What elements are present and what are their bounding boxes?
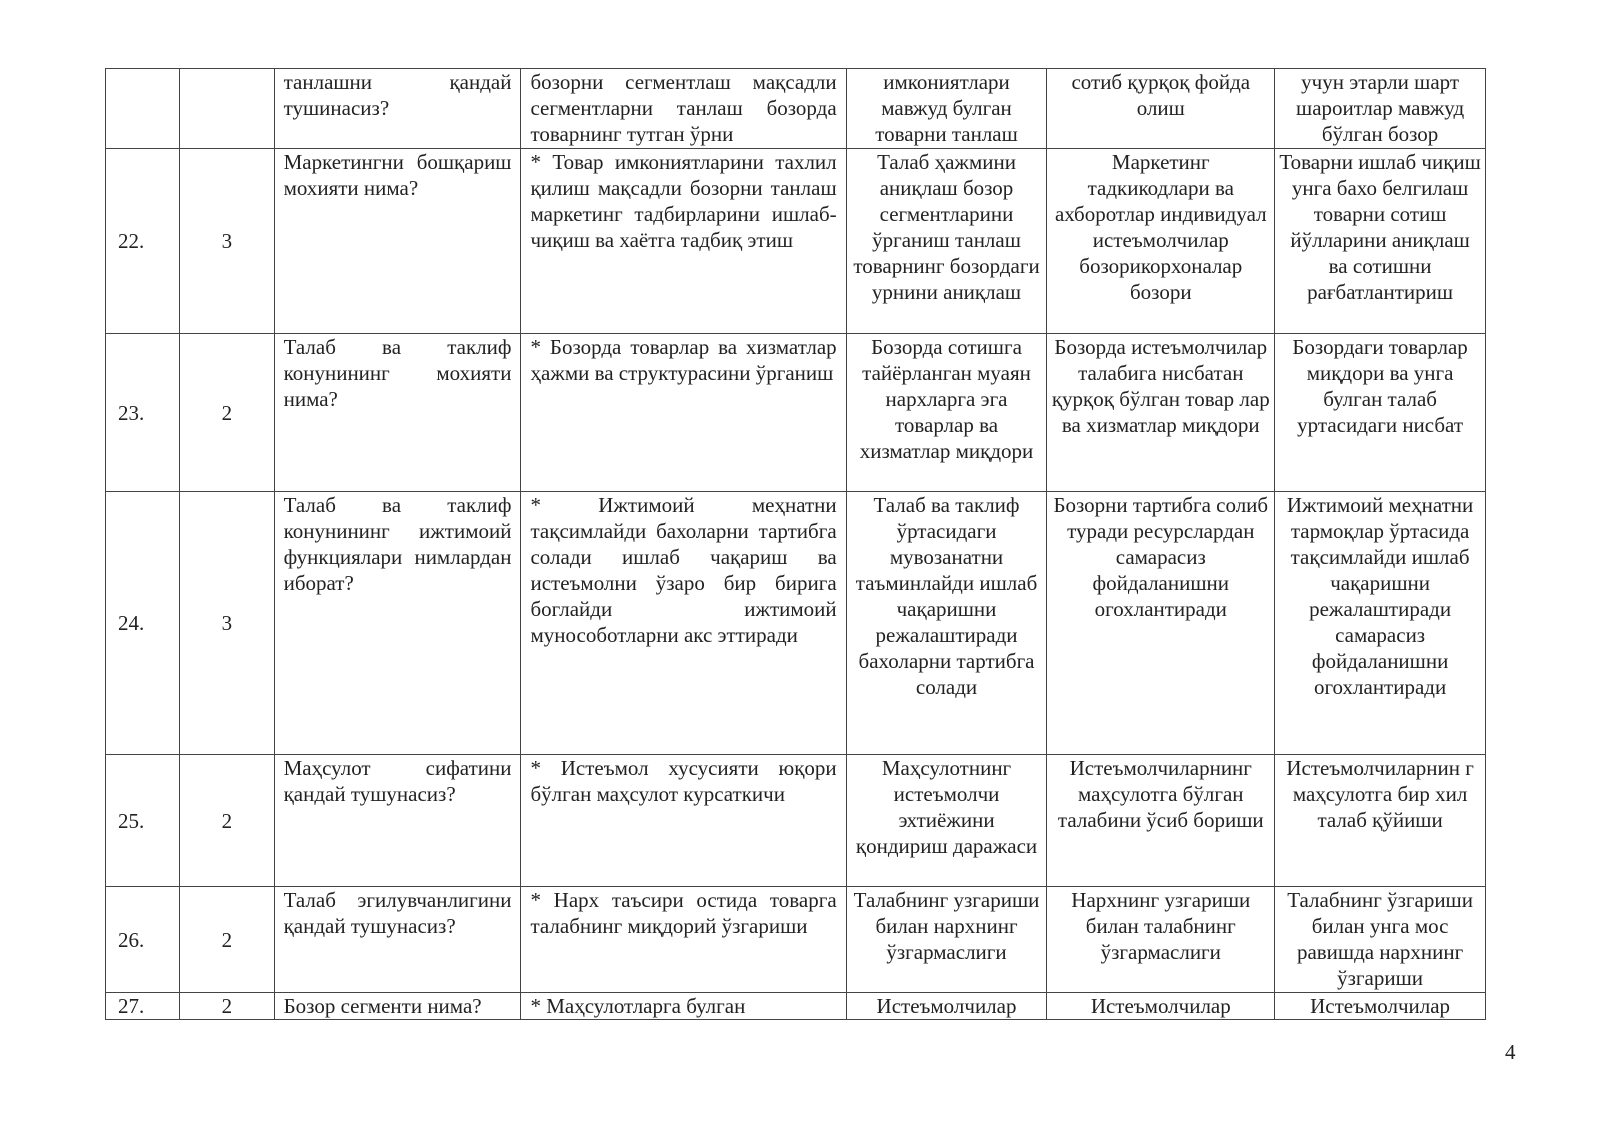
question-text: Талаб ва таклиф конунининг ижтимоий функциялари нимлардан иборат? <box>274 492 521 755</box>
correct-answer: * Товар имкониятларини тахлил қилиш мақсадли бозорни танлаш маркетинг тадбирларини ишлаб-чиқиш ва хаётга тадбиқ этиш <box>521 149 846 334</box>
answer-option-2: Истеъмолчилар <box>1047 993 1275 1020</box>
answer-option-2: Нархнинг узгариши билан талабнинг ўзгармаслиги <box>1047 887 1275 993</box>
row-points: 2 <box>180 993 274 1020</box>
row-points <box>180 69 274 149</box>
answer-option-3: Ижтимоий меҳнатни тармоқлар ўртасида тақсимлайди ишлаб чақаришни режалаштиради самарасиз фойдаланишни огохлантиради <box>1275 492 1486 755</box>
answer-option-2: Истеъмолчиларнинг маҳсулотга бўлган талабини ўсиб бориши <box>1047 755 1275 887</box>
answer-option-3: Истеъмолчилар <box>1275 993 1486 1020</box>
correct-answer: * Нарх таъсири остида товарга талабнинг миқдорий ўзгариши <box>521 887 846 993</box>
table-row <box>106 69 1486 149</box>
answer-option-2: Бозорни тартибга солиб туради ресурслардан самарасиз фойдаланишни огохлантиради <box>1047 492 1275 755</box>
row-points: 2 <box>180 755 274 887</box>
table-row <box>106 887 1486 993</box>
question-text: Маркетингни бошқариш мохияти нима? <box>274 149 521 334</box>
table-row <box>106 492 1486 755</box>
answer-option-1: Талабнинг узгариши билан нархнинг ўзгармаслиги <box>846 887 1047 993</box>
answer-option-3: Товарни ишлаб чиқиш унга бахо белгилаш товарни сотиш йўлларини аниқлаш ва сотишни рағбатлантириш <box>1275 149 1486 334</box>
row-points: 3 <box>180 492 274 755</box>
table-row <box>106 334 1486 492</box>
correct-answer: * Маҳсулотларга булган <box>521 993 846 1020</box>
row-points: 2 <box>180 334 274 492</box>
answer-option-2: сотиб қурқоқ фойда олиш <box>1047 69 1275 149</box>
answer-option-1: имкониятлари мавжуд булган товарни танлаш <box>846 69 1047 149</box>
correct-answer: * Ижтимоий меҳнатни тақсимлайди бахоларни тартибга солади ишлаб чақариш ва истеъмолни ўзаро бир бирига боглайди ижтимоий мунособотларни акс эттиради <box>521 492 846 755</box>
table-row <box>106 149 1486 334</box>
question-text: Талаб эгилувчанлигини қандай тушунасиз? <box>274 887 521 993</box>
row-number: 25. <box>106 755 180 887</box>
answer-option-1: Истеъмолчилар <box>846 993 1047 1020</box>
row-number: 23. <box>106 334 180 492</box>
answer-option-1: Талаб ва таклиф ўртасидаги мувозанатни таъминлайди ишлаб чақаришни режалаштиради бахоларни тартибга солади <box>846 492 1047 755</box>
correct-answer: * Бозорда товарлар ва хизматлар ҳажми ва структурасини ўрганиш <box>521 334 846 492</box>
questions-table <box>105 68 1486 1020</box>
answer-option-1: Маҳсулотнинг истеъмолчи эхтиёжини қондириш даражаси <box>846 755 1047 887</box>
row-points: 3 <box>180 149 274 334</box>
row-number: 24. <box>106 492 180 755</box>
answer-option-3: учун этарли шарт шароитлар мавжуд бўлган бозор <box>1275 69 1486 149</box>
question-text: Талаб ва таклиф конунининг мохияти нима? <box>274 334 521 492</box>
question-text: Маҳсулот сифатини қандай тушунасиз? <box>274 755 521 887</box>
answer-option-3: Истеъмолчиларнин г маҳсулотга бир хил талаб қўйиши <box>1275 755 1486 887</box>
row-number <box>106 69 180 149</box>
answer-option-2: Бозорда истеъмолчилар талабига нисбатан қурқоқ бўлган товар лар ва хизматлар миқдори <box>1047 334 1275 492</box>
table-row <box>106 993 1486 1020</box>
correct-answer: бозорни сегментлаш мақсадли сегментларни танлаш бозорда товарнинг тутган ўрни <box>521 69 846 149</box>
row-number: 22. <box>106 149 180 334</box>
row-number: 27. <box>106 993 180 1020</box>
answer-option-1: Бозорда сотишга тайёрланган муаян нархларга эга товарлар ва хизматлар миқдори <box>846 334 1047 492</box>
answer-option-3: Талабнинг ўзгариши билан унга мос равишда нархнинг ўзгариши <box>1275 887 1486 993</box>
table-row <box>106 755 1486 887</box>
question-text: Бозор сегменти нима? <box>274 993 521 1020</box>
answer-option-3: Бозордаги товарлар миқдори ва унга булган талаб уртасидаги нисбат <box>1275 334 1486 492</box>
answer-option-1: Талаб ҳажмини аниқлаш бозор сегментларини ўрганиш танлаш товарнинг бозордаги урнини аниқлаш <box>846 149 1047 334</box>
question-text: танлашни қандай тушинасиз? <box>274 69 521 149</box>
page-number: 4 <box>1505 1040 1516 1064</box>
correct-answer: * Истеъмол хусусияти юқори бўлган маҳсулот курсаткичи <box>521 755 846 887</box>
answer-option-2: Маркетинг тадкикодлари ва ахборотлар индивидуал истеъмолчилар бозорикорхоналар бозори <box>1047 149 1275 334</box>
row-number: 26. <box>106 887 180 993</box>
row-points: 2 <box>180 887 274 993</box>
